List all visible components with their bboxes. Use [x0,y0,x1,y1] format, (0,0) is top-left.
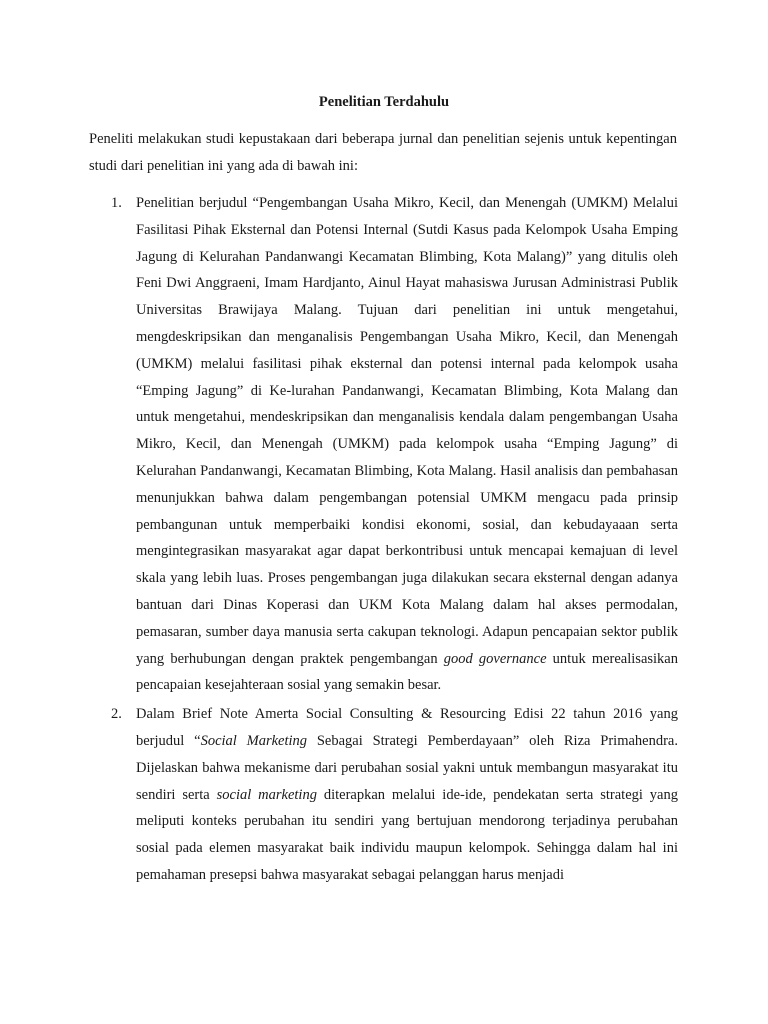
page-title: Penelitian Terdahulu [318,94,450,110]
research-list [0,190,768,889]
list-item-text-part: Dalam Brief Note Amerta Social Consulting & Resourcing Edisi 22 tahun 2016 yang berjudul “ [136,706,678,749]
list-item-text-part: diterapkan melalui ide-ide, pendekatan serta strategi yang meliputi konteks perubahan itu sendiri yang bertujuan mendorong terjadinya perubahan sosial pada elemen masyarakat baik individu maupun kelompok. Sehingga dalam hal ini pemahaman presepsi bahwa masyarakat sebagai pelanggan harus menjadi [136,786,678,883]
list-item [0,190,768,699]
italic-term: good governance [443,650,547,667]
list-item-text-part: Penelitian berjudul “Pengembangan Usaha Mikro, Kecil, dan Menengah (UMKM) Melalui Fasilitasi Pihak Eksternal dan Potensi Internal (Sutdi Kasus pada Kelompok Usaha Emping Jagung di Kelurahan Pandanwangi Kecamatan Blimbing, Kota Malang)” yang ditulis oleh Feni Dwi Anggraeni, Imam Hardjanto, Ainul Hayat mahasiswa Jurusan Administrasi Publik Universitas Brawijaya Malang. Tujuan dari penelitian ini untuk mengetahui, mengdeskripsikan dan menganalisis Pengembangan Usaha Mikro, Kecil, dan Menengah (UMKM) melalui fasilitasi pihak eksternal dan potensi internal pada kelompok usaha “Emping Jagung” di Ke-lurahan Pandanwangi, Kecamatan Blimbing, Kota Malang dan untuk mengetahui, mendeskripsikan dan menganalisis kendala dalam pengembangan Usaha Mikro, Kecil, dan Menengah (UMKM) pada kelompok usaha “Emping Jagung” di Kelurahan Pandanwangi, Kecamatan Blimbing, Kota Malang. Hasil analisis dan pembahasan menunjukkan bahwa dalam pengembangan potensial UMKM mengacu pada prinsip pembangunan untuk memperbaiki kondisi ekonomi, sosial, dan kebudayaaan serta mengintegrasikan masyarakat agar dapat berkontribusi untuk mencapai kemajuan di level skala yang lebih luas. Proses pengembangan juga dilakukan secara eksternal dengan adanya bantuan dari Dinas Koperasi dan UKM Kota Malang dalam hal akses permodalan, pemasaran, sumber daya manusia serta cakupan teknologi. Adapun pencapaian sektor publik yang berhubungan dengan praktek pengembangan [136,195,678,667]
list-item-number: 2. [111,706,122,723]
italic-term: Social Marketing [200,732,308,749]
list-item-text [136,190,678,699]
list-item-number: 1. [111,195,122,211]
list-item [0,701,768,889]
intro-paragraph: Peneliti melakukan studi kepustakaan dari beberapa jurnal dan penelitian sejenis untuk kepentingan studi dari penelitian ini yang ada di bawah ini: [89,131,677,174]
list-item-text-part: Sebagai Strategi Pemberdayaan” oleh Riza Primahendra. Dijelaskan bahwa mekanisme dari perubahan sosial yakni untuk membangun masyarakat itu sendiri serta [136,732,678,803]
list-item-text-part: untuk merealisasikan pencapaian kesejahteraan sosial yang semakin besar. [136,650,678,694]
italic-term: social marketing [216,786,317,803]
list-item-text [136,701,678,889]
